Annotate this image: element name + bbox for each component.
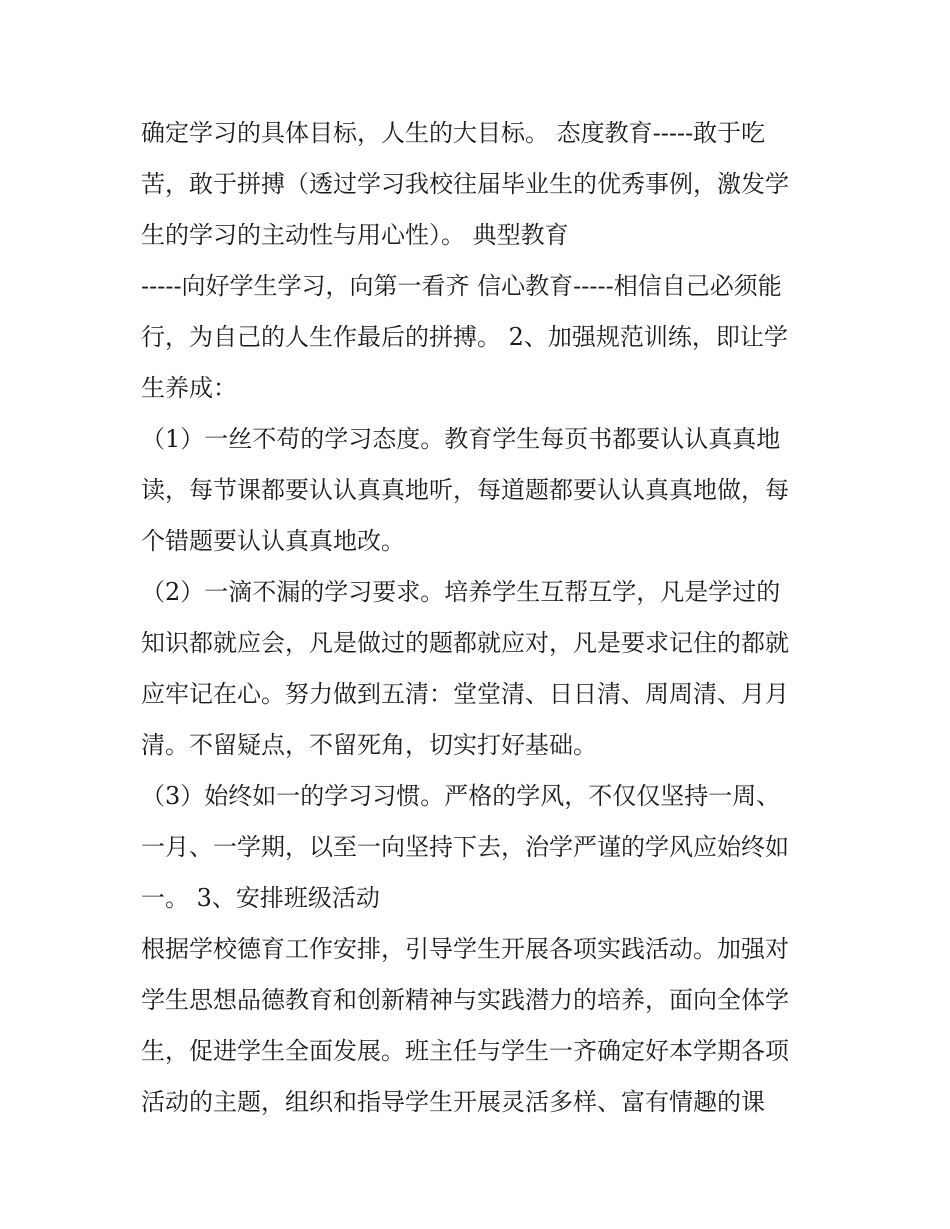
text-line: 根据学校德育工作安排，引导学生开展各项实践活动。加强对 bbox=[141, 935, 789, 963]
text-line: 确定学习的具体目标，人生的大目标。 态度教育-----敢于吃 bbox=[141, 119, 766, 147]
text-line: （2）一滴不漏的学习要求。培养学生互帮互学，凡是学过的 bbox=[141, 578, 781, 606]
text-line: 活动的主题，组织和指导学生开展灵活多样、富有情趣的课 bbox=[141, 1088, 765, 1116]
text-line: 读，每节课都要认认真真地听，每道题都要认认真真地做，每 bbox=[141, 476, 789, 504]
text-line: 生养成： bbox=[141, 374, 237, 402]
text-line: 行，为自己的人生作最后的拼搏。 2、加强规范训练，即让学 bbox=[141, 323, 788, 351]
text-line: 学生思想品德教育和创新精神与实践潜力的培养，面向全体学 bbox=[141, 986, 789, 1014]
text-line: 苦，敢于拼搏（透过学习我校往届毕业生的优秀事例，激发学 bbox=[141, 170, 789, 198]
text-line: 生，促进学生全面发展。班主任与学生一齐确定好本学期各项 bbox=[141, 1037, 789, 1065]
text-line: 清。不留疑点，不留死角，切实打好基础。 bbox=[141, 731, 597, 759]
text-line: 个错题要认认真真地改。 bbox=[141, 527, 405, 555]
text-line: 应牢记在心。努力做到五清：堂堂清、日日清、周周清、月月 bbox=[141, 680, 789, 708]
body-text bbox=[141, 108, 821, 1128]
text-line: （3）始终如一的学习习惯。严格的学风，不仅仅坚持一周、 bbox=[141, 782, 781, 810]
text-line: -----向好学生学习，向第一看齐 信心教育-----相信自己必须能 bbox=[141, 272, 782, 300]
text-line: （1）一丝不苟的学习态度。教育学生每页书都要认认真真地 bbox=[141, 425, 781, 453]
text-line: 一。 3、安排班级活动 bbox=[141, 884, 380, 912]
text-line: 知识都就应会，凡是做过的题都就应对，凡是要求记住的都就 bbox=[141, 629, 789, 657]
text-line: 一月、一学期，以至一向坚持下去，治学严谨的学风应始终如 bbox=[141, 833, 789, 861]
text-line: 生的学习的主动性与用心性）。 典型教育 bbox=[141, 221, 569, 249]
